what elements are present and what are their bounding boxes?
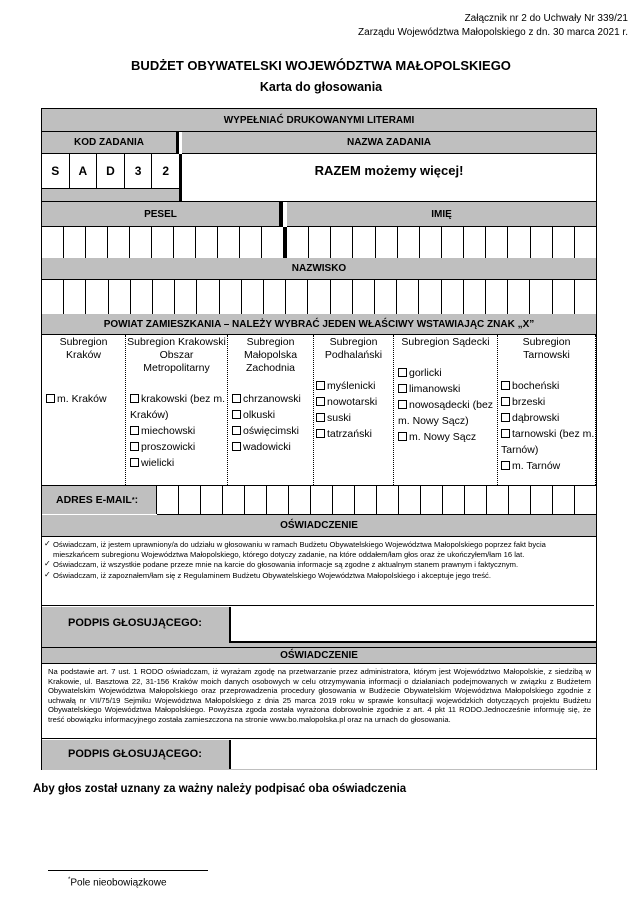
county-option[interactable] — [498, 458, 595, 474]
surname-box[interactable] — [442, 280, 464, 314]
county-option[interactable] — [394, 365, 497, 381]
county-option-label: wadowicki — [243, 441, 291, 453]
checkbox[interactable] — [316, 429, 325, 438]
footnote — [68, 877, 167, 888]
email-box[interactable] — [575, 486, 596, 514]
county-option[interactable] — [126, 439, 227, 455]
county-option-label: m. Tarnów — [512, 460, 561, 472]
surname-label: NAZWISKO — [291, 263, 347, 274]
county-option[interactable] — [126, 423, 227, 439]
county-option[interactable] — [126, 455, 227, 471]
county-option[interactable] — [498, 426, 595, 458]
checkbox[interactable] — [398, 368, 407, 377]
subregion-heading: Subregion Kraków — [59, 336, 108, 361]
surname-box[interactable] — [131, 280, 153, 314]
email-label: ADRES E-MAIL — [56, 494, 132, 506]
firstname-box[interactable] — [486, 227, 508, 258]
surname-box[interactable] — [153, 280, 175, 314]
subregion-column — [394, 335, 498, 485]
checkbox[interactable] — [501, 429, 510, 438]
county-option[interactable] — [314, 394, 393, 410]
pesel-box[interactable] — [64, 227, 86, 258]
email-box[interactable] — [223, 486, 245, 514]
task-code-boxes — [42, 154, 182, 189]
checkbox[interactable] — [501, 397, 510, 406]
email-box[interactable] — [531, 486, 553, 514]
firstname-box[interactable] — [420, 227, 442, 258]
code-char-3[interactable]: D — [97, 154, 125, 188]
county-option[interactable] — [394, 397, 497, 429]
email-box[interactable] — [421, 486, 443, 514]
checkbox[interactable] — [232, 442, 241, 451]
footnote-mark: * — [68, 877, 71, 883]
county-option-label: m. Nowy Sącz — [409, 431, 477, 443]
surname-box[interactable] — [242, 280, 264, 314]
surname-box[interactable] — [464, 280, 486, 314]
firstname-label: IMIĘ — [431, 208, 452, 220]
county-option[interactable] — [498, 394, 595, 410]
pesel-box[interactable] — [42, 227, 64, 258]
surname-box[interactable] — [530, 280, 552, 314]
checkbox[interactable] — [316, 381, 325, 390]
surname-box[interactable] — [553, 280, 575, 314]
county-option-label: wielicki — [141, 457, 175, 469]
page-title: BUDŻET OBYWATELSKI WOJEWÓDZTWA MAŁOPOLSKIEGO — [131, 58, 511, 73]
firstname-box[interactable] — [464, 227, 486, 258]
checkmark-icon: ✓ — [44, 539, 51, 548]
subregion-column — [126, 335, 228, 485]
county-option-label: olkuski — [243, 409, 276, 421]
surname-box[interactable] — [286, 280, 308, 314]
firstname-box[interactable] — [553, 227, 575, 258]
code-char-4[interactable]: 3 — [125, 154, 153, 188]
subregion-heading: Subregion Tarnowski — [522, 336, 571, 361]
checkbox[interactable] — [398, 432, 407, 441]
checkbox[interactable] — [130, 394, 139, 403]
surname-box[interactable] — [197, 280, 219, 314]
email-box[interactable] — [333, 486, 355, 514]
surname-box[interactable] — [331, 280, 353, 314]
pesel-boxes[interactable] — [42, 227, 287, 259]
surname-box[interactable] — [419, 280, 441, 314]
surname-boxes[interactable] — [42, 280, 596, 315]
county-option[interactable] — [126, 391, 227, 423]
email-box[interactable] — [179, 486, 201, 514]
county-option[interactable] — [394, 381, 497, 397]
pesel-box[interactable] — [152, 227, 174, 258]
signature-label: PODPIS GŁOSUJĄCEGO: — [68, 748, 202, 760]
subregion-heading: Subregion Sądecki — [401, 336, 490, 348]
checkbox[interactable] — [501, 413, 510, 422]
declaration-text: Oświadczam, iż zapoznałem/łam się z Regulaminem Budżetu Obywatelskiego Województwa Małopolskiego i akceptuje jego treść. — [53, 570, 491, 580]
email-box[interactable] — [289, 486, 311, 514]
pesel-box[interactable] — [174, 227, 196, 258]
county-option-label: nowosądecki (bez m. Nowy Sącz) — [398, 399, 494, 427]
county-option[interactable] — [498, 410, 595, 426]
pesel-label: PESEL — [144, 208, 177, 220]
declaration-item — [44, 560, 590, 570]
county-option-label: dąbrowski — [512, 412, 560, 424]
checkmark-icon: ✓ — [44, 569, 51, 579]
county-option-label: m. Kraków — [57, 393, 107, 405]
firstname-box[interactable] — [287, 227, 309, 258]
subregion-column — [228, 335, 314, 485]
surname-box[interactable] — [64, 280, 86, 314]
firstname-box[interactable] — [398, 227, 420, 258]
surname-box[interactable] — [397, 280, 419, 314]
email-box[interactable] — [443, 486, 465, 514]
county-option[interactable] — [314, 426, 393, 442]
county-option-label: brzeski — [512, 396, 546, 408]
firstname-box[interactable] — [353, 227, 375, 258]
code-char-5[interactable]: 2 — [162, 164, 170, 178]
email-box[interactable] — [311, 486, 333, 514]
pesel-header — [42, 202, 283, 227]
signature-label: PODPIS GŁOSUJĄCEGO: — [68, 617, 202, 629]
task-name-label: NAZWA ZADANIA — [346, 137, 432, 148]
subregion-column — [42, 335, 126, 485]
signature-field[interactable] — [229, 740, 596, 769]
surname-box[interactable] — [308, 280, 330, 314]
county-option[interactable] — [314, 410, 393, 426]
surname-box[interactable] — [508, 280, 530, 314]
pesel-box[interactable] — [108, 227, 130, 258]
pesel-box[interactable] — [218, 227, 240, 258]
footnote-rule — [48, 870, 208, 871]
email-box[interactable] — [245, 486, 267, 514]
page-subtitle: Karta do głosowania — [259, 80, 383, 94]
subregion-column — [498, 335, 596, 485]
surname-box[interactable] — [375, 280, 397, 314]
email-box[interactable] — [399, 486, 421, 514]
email-box[interactable] — [157, 486, 179, 514]
code-char-2[interactable]: A — [70, 154, 98, 188]
firstname-box[interactable] — [442, 227, 464, 258]
county-option[interactable] — [314, 378, 393, 394]
surname-box[interactable] — [220, 280, 242, 314]
subregion-heading: Subregion Krakowski Obszar Metropolitarny — [127, 336, 226, 374]
gdpr-consent — [42, 665, 596, 739]
surname-box[interactable] — [575, 280, 596, 314]
firstname-box[interactable] — [531, 227, 553, 258]
surname-box[interactable] — [486, 280, 508, 314]
declaration-text: Oświadczam, iż wszystkie podane przeze mnie na karcie do głosowania informacje są zgodne z aktualnym stanem prawnym i faktycznym. — [53, 560, 519, 569]
email-box[interactable] — [465, 486, 487, 514]
gdpr-consent-text: Na podstawie art. 7 ust. 1 RODO oświadczam, iż wyrażam zgodę na przetwarzanie przez administratora, którym jest Województwo Małopolskie, z siedzibą w Krakowie, ul. Basztowa 22, 31-156 Kraków moich danych osobowych w celu otrzymywania informacji o działaniach podejmowanych w związku z Budżetem Obywatelskim Województwa Małopolskiego oraz przeprowadzenia procedury głosowania w Budżecie Obywatelskim Województwa Małopolskiego zgodnie z uchwałą nr VII/75/19 Sejmiku Województwa Małopolskiego z dnia 25 marca 2019 roku w sprawie konsultacji wojewódzkich dotyczących projektu Budżetu Obywatelskiego Województwa Małopolskiego. Powyższa zgoda została wyrażona dobrowolnie zgodnie z art. 4 pkt 11 RODO.Jednocześnie informuję się, że treść obowiązku informacyjnego została zamieszczona na stronie www.bo.malopolska.pl oraz na urnach do głosowania. — [48, 667, 591, 724]
subregion-column — [314, 335, 394, 485]
residence-label: POWIAT ZAMIESZKANIA – NALEŻY WYBRAĆ JEDEN WŁAŚCIWY WSTAWIAJĄC ZNAK „X” — [103, 318, 535, 330]
surname-header — [42, 258, 596, 280]
county-option-label: gorlicki — [409, 367, 442, 379]
checkbox[interactable] — [316, 413, 325, 422]
subregion-heading: Subregion Małopolska Zachodnia — [243, 336, 298, 374]
task-code-header — [42, 132, 179, 154]
county-option-label: krakowski (bez m. Kraków) — [130, 393, 226, 421]
firstname-boxes[interactable] — [287, 227, 596, 259]
county-option[interactable] — [498, 378, 595, 394]
checkbox[interactable] — [398, 400, 407, 409]
annex-line-2: Zarządu Województwa Małopolskiego z dn. 30 marca 2021 r. — [358, 27, 628, 38]
declaration-title: OŚWIADCZENIE — [280, 520, 358, 531]
annex-line-1: Załącznik nr 2 do Uchwały Nr 339/21 — [464, 13, 628, 24]
county-option-label: miechowski — [141, 425, 196, 437]
instruction-bar — [42, 109, 596, 132]
checkbox[interactable] — [130, 458, 139, 467]
surname-box[interactable] — [86, 280, 108, 314]
county-option-label: oświęcimski — [243, 425, 300, 437]
task-name-header — [182, 132, 596, 154]
email-box[interactable] — [355, 486, 377, 514]
declaration-list — [42, 538, 594, 606]
county-option-label: myślenicki — [327, 380, 376, 392]
county-option-label: tarnowski (bez m. Tarnów) — [501, 428, 595, 456]
county-option[interactable] — [228, 423, 313, 439]
task-code-label: KOD ZADANIA — [74, 137, 144, 148]
email-boxes[interactable] — [157, 486, 596, 515]
pesel-box[interactable] — [130, 227, 152, 258]
footnote-text: Pole nieobowiązkowe — [70, 877, 167, 889]
declaration-header — [42, 647, 596, 664]
county-option-label: tatrzański — [327, 428, 372, 440]
email-box[interactable] — [377, 486, 399, 514]
code-filler — [42, 189, 182, 201]
county-option[interactable] — [228, 391, 313, 407]
checkbox[interactable] — [316, 397, 325, 406]
firstname-box[interactable] — [376, 227, 398, 258]
firstname-box[interactable] — [309, 227, 331, 258]
signature-field[interactable] — [229, 607, 596, 643]
pesel-box[interactable] — [86, 227, 108, 258]
checkbox[interactable] — [232, 394, 241, 403]
code-char-1[interactable]: S — [42, 154, 70, 188]
firstname-box[interactable] — [508, 227, 530, 258]
firstname-header — [287, 202, 596, 227]
task-name-value[interactable]: RAZEM możemy więcej! — [314, 163, 464, 178]
declaration-header — [42, 515, 596, 537]
surname-box[interactable] — [353, 280, 375, 314]
declaration-item — [44, 540, 590, 559]
pesel-box[interactable] — [262, 227, 283, 258]
pesel-box[interactable] — [240, 227, 262, 258]
checkbox[interactable] — [46, 394, 55, 403]
county-option-label: bocheński — [512, 380, 560, 392]
checkmark-icon: ✓ — [44, 559, 51, 568]
county-option[interactable] — [228, 407, 313, 423]
instruction-text: WYPEŁNIAĆ DRUKOWANYMI LITERAMI — [223, 114, 415, 126]
residence-header — [42, 314, 596, 335]
county-option[interactable] — [394, 429, 497, 445]
checkbox[interactable] — [130, 426, 139, 435]
checkbox[interactable] — [232, 410, 241, 419]
surname-box[interactable] — [264, 280, 286, 314]
pesel-box[interactable] — [196, 227, 218, 258]
county-option-label: limanowski — [409, 383, 461, 395]
county-option-label: suski — [327, 412, 351, 424]
surname-box[interactable] — [109, 280, 131, 314]
county-option-label: proszowicki — [141, 441, 196, 453]
email-box[interactable] — [553, 486, 575, 514]
subregion-heading: Subregion Podhalański — [324, 336, 383, 361]
firstname-box[interactable] — [575, 227, 596, 258]
surname-box[interactable] — [42, 280, 64, 314]
checkbox[interactable] — [398, 384, 407, 393]
county-option-label: nowotarski — [327, 396, 378, 408]
validity-note: Aby głos został uznany za ważny należy podpisać oba oświadczenia — [33, 783, 407, 795]
declaration-title: OŚWIADCZENIE — [280, 650, 358, 661]
declaration-text: Oświadczam, iż jestem uprawniony/a do udziału w głosowaniu w ramach Budżetu Obywatelskiego Województwa Małopolskiego poprzez fakt bycia mieszkańcem subregionu Województwa Małopolskiego, którego dotyczy zadanie, na które oddałem/łam głos oraz że ukończyłem/łam 16 lat. — [53, 540, 546, 559]
declaration-item — [44, 571, 590, 581]
surname-box[interactable] — [175, 280, 197, 314]
county-option[interactable] — [228, 439, 313, 455]
email-box[interactable] — [201, 486, 223, 514]
county-option-label: chrzanowski — [243, 393, 301, 405]
email-label-box: ADRES E-MAIL * : — [42, 486, 157, 514]
optional-mark: * — [131, 496, 135, 504]
county-option[interactable] — [42, 391, 125, 407]
checkbox[interactable] — [232, 426, 241, 435]
firstname-box[interactable] — [331, 227, 353, 258]
checkbox[interactable] — [501, 461, 510, 470]
checkbox[interactable] — [501, 381, 510, 390]
email-box[interactable] — [487, 486, 509, 514]
checkbox[interactable] — [130, 442, 139, 451]
email-box[interactable] — [267, 486, 289, 514]
email-box[interactable] — [509, 486, 531, 514]
